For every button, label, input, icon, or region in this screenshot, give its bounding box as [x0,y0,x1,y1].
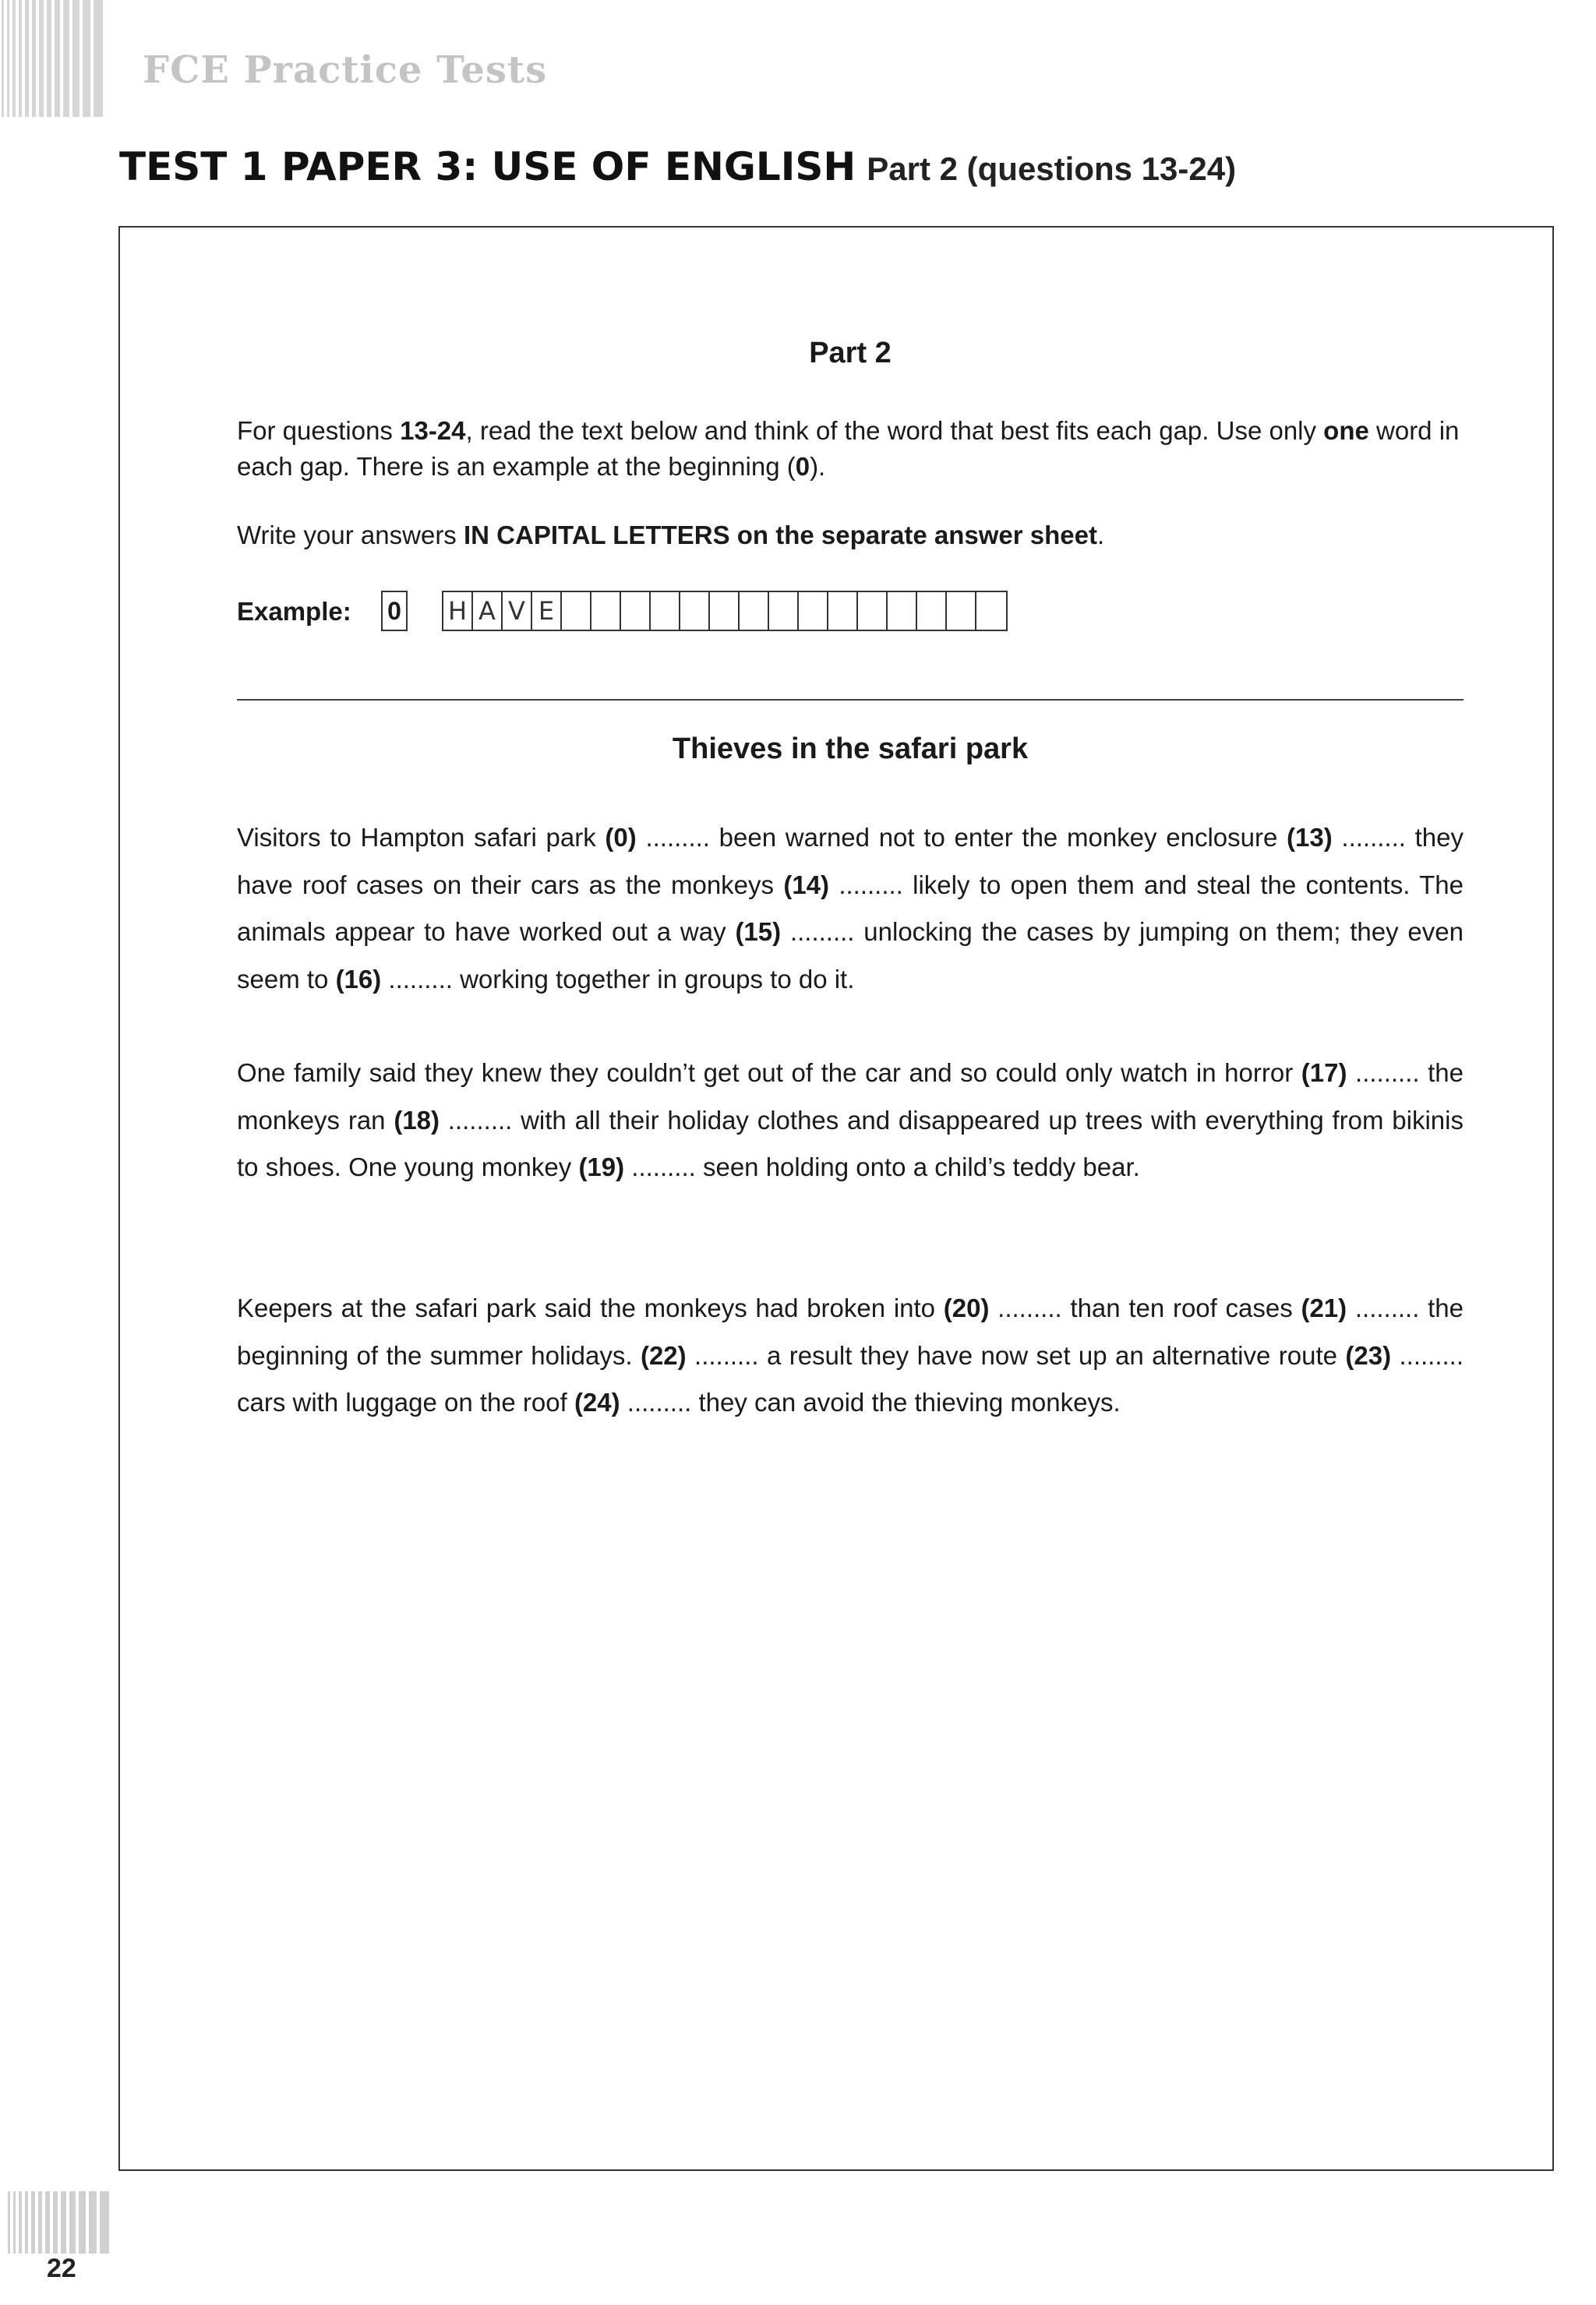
instruction-text: ). [810,452,826,481]
gap-number: (0) [605,823,637,852]
example-number-ref: 0 [795,452,810,481]
passage-paragraph [237,1050,1464,1191]
instruction-emphasis: one [1323,416,1369,445]
answer-letter-cell [651,592,680,630]
instruction-text: word in each gap. There is an example at the beginning ( [237,416,1460,481]
passage-text: Keepers at the safari park said the monkeys had broken into [237,1294,944,1322]
answer-letter-cell [710,592,740,630]
answer-letter-cell: H [443,592,473,630]
passage-text: ......... the beginning of the summer holidays. [237,1294,1464,1370]
task-instruction [237,413,1464,485]
part-title: Part 2 [809,337,892,369]
passage-text: ......... likely to open them and steal the contents. The animals appear to have worked out a way [237,870,1464,946]
header-stripes-decoration [0,0,125,125]
answer-letter-cell [858,592,888,630]
gap-number: (22) [640,1340,687,1370]
passage-text: ......... unlocking the cases by jumping on them; they even seem to [237,917,1464,994]
passage-paragraph [237,1285,1464,1427]
answer-letter-cell [591,592,621,630]
book-series-title: FCE Practice Tests [143,48,548,92]
passage-text: ......... working together in groups to do it. [381,964,855,994]
gap-number: (23) [1345,1340,1392,1370]
passage-text: ......... they can avoid the thieving monkeys. [620,1388,1121,1417]
gap-number: (19) [578,1152,625,1181]
instruction-text: , read the text below and think of the word that best fits each gap. Use only [465,416,1324,445]
answer-letter-cell [888,592,917,630]
passage-text: ......... a result they have now set up an alternative route [686,1340,1346,1370]
answer-letter-cell [769,592,799,630]
instruction-text: Write your answers [237,521,464,549]
instruction-emphasis: IN CAPITAL LETTERS on the separate answer sheet [463,521,1097,549]
passage-text: Visitors to Hampton safari park [237,823,606,852]
gap-number: (14) [783,870,830,899]
gap-number: (24) [574,1388,620,1417]
answer-letter-cell [976,592,1006,630]
answer-letter-cell [740,592,769,630]
test-heading [119,143,1236,195]
divider [237,699,1464,701]
gap-number: (18) [394,1105,440,1135]
answer-letter-cell [562,592,591,630]
answer-letter-cell: E [532,592,562,630]
gap-number: (21) [1301,1294,1347,1322]
example-row [237,588,1464,634]
gap-number: (13) [1287,823,1333,852]
answer-letter-cell [917,592,947,630]
question-range: 13-24 [400,416,466,445]
footer-stripes-decoration [0,2191,125,2254]
passage-text: ......... seen holding onto a child’s teddy bear. [624,1152,1140,1181]
instruction-text: . [1096,521,1105,549]
test-title: TEST 1 PAPER 3: USE OF ENGLISH [119,144,856,189]
answer-letter-cell: A [473,592,503,630]
passage-text: ......... than ten roof cases [989,1294,1301,1322]
answer-letter-cell: V [503,592,532,630]
answer-letter-cell [799,592,828,630]
answer-letter-cell [828,592,858,630]
example-answer-grid [442,591,1008,631]
passage-text: ......... been warned not to enter the monkey enclosure [636,823,1287,852]
test-subtitle: Part 2 (questions 13-24) [867,150,1237,187]
passage-text: One family said they knew they couldn’t get out of the car and so could only watch in horror [237,1058,1301,1087]
passage-paragraph [237,814,1464,1003]
answer-letter-cell [947,592,976,630]
answer-letter-cell [621,592,651,630]
passage-text: ......... they have roof cases on their cars as the monkeys [237,823,1464,899]
gap-number: (17) [1301,1058,1347,1087]
instruction-text: For questions [237,416,401,445]
example-number-box: 0 [381,591,408,631]
page-number: 22 [47,2254,76,2283]
passage-text: ......... with all their holiday clothes and disappeared up trees with everything from bikinis to shoes. One young monkey [237,1105,1464,1181]
passage-text: ......... cars with luggage on the roof [237,1340,1464,1417]
example-label: Example: [237,597,351,626]
exam-task-frame [118,226,1554,2171]
gap-number: (15) [735,917,782,946]
passage-title: Thieves in the safari park [672,732,1029,765]
passage-text: ......... the monkeys ran [237,1058,1464,1135]
answer-letter-cell [680,592,710,630]
gap-number: (16) [335,964,382,994]
answer-instruction [237,517,1464,553]
gap-number: (20) [943,1294,990,1322]
